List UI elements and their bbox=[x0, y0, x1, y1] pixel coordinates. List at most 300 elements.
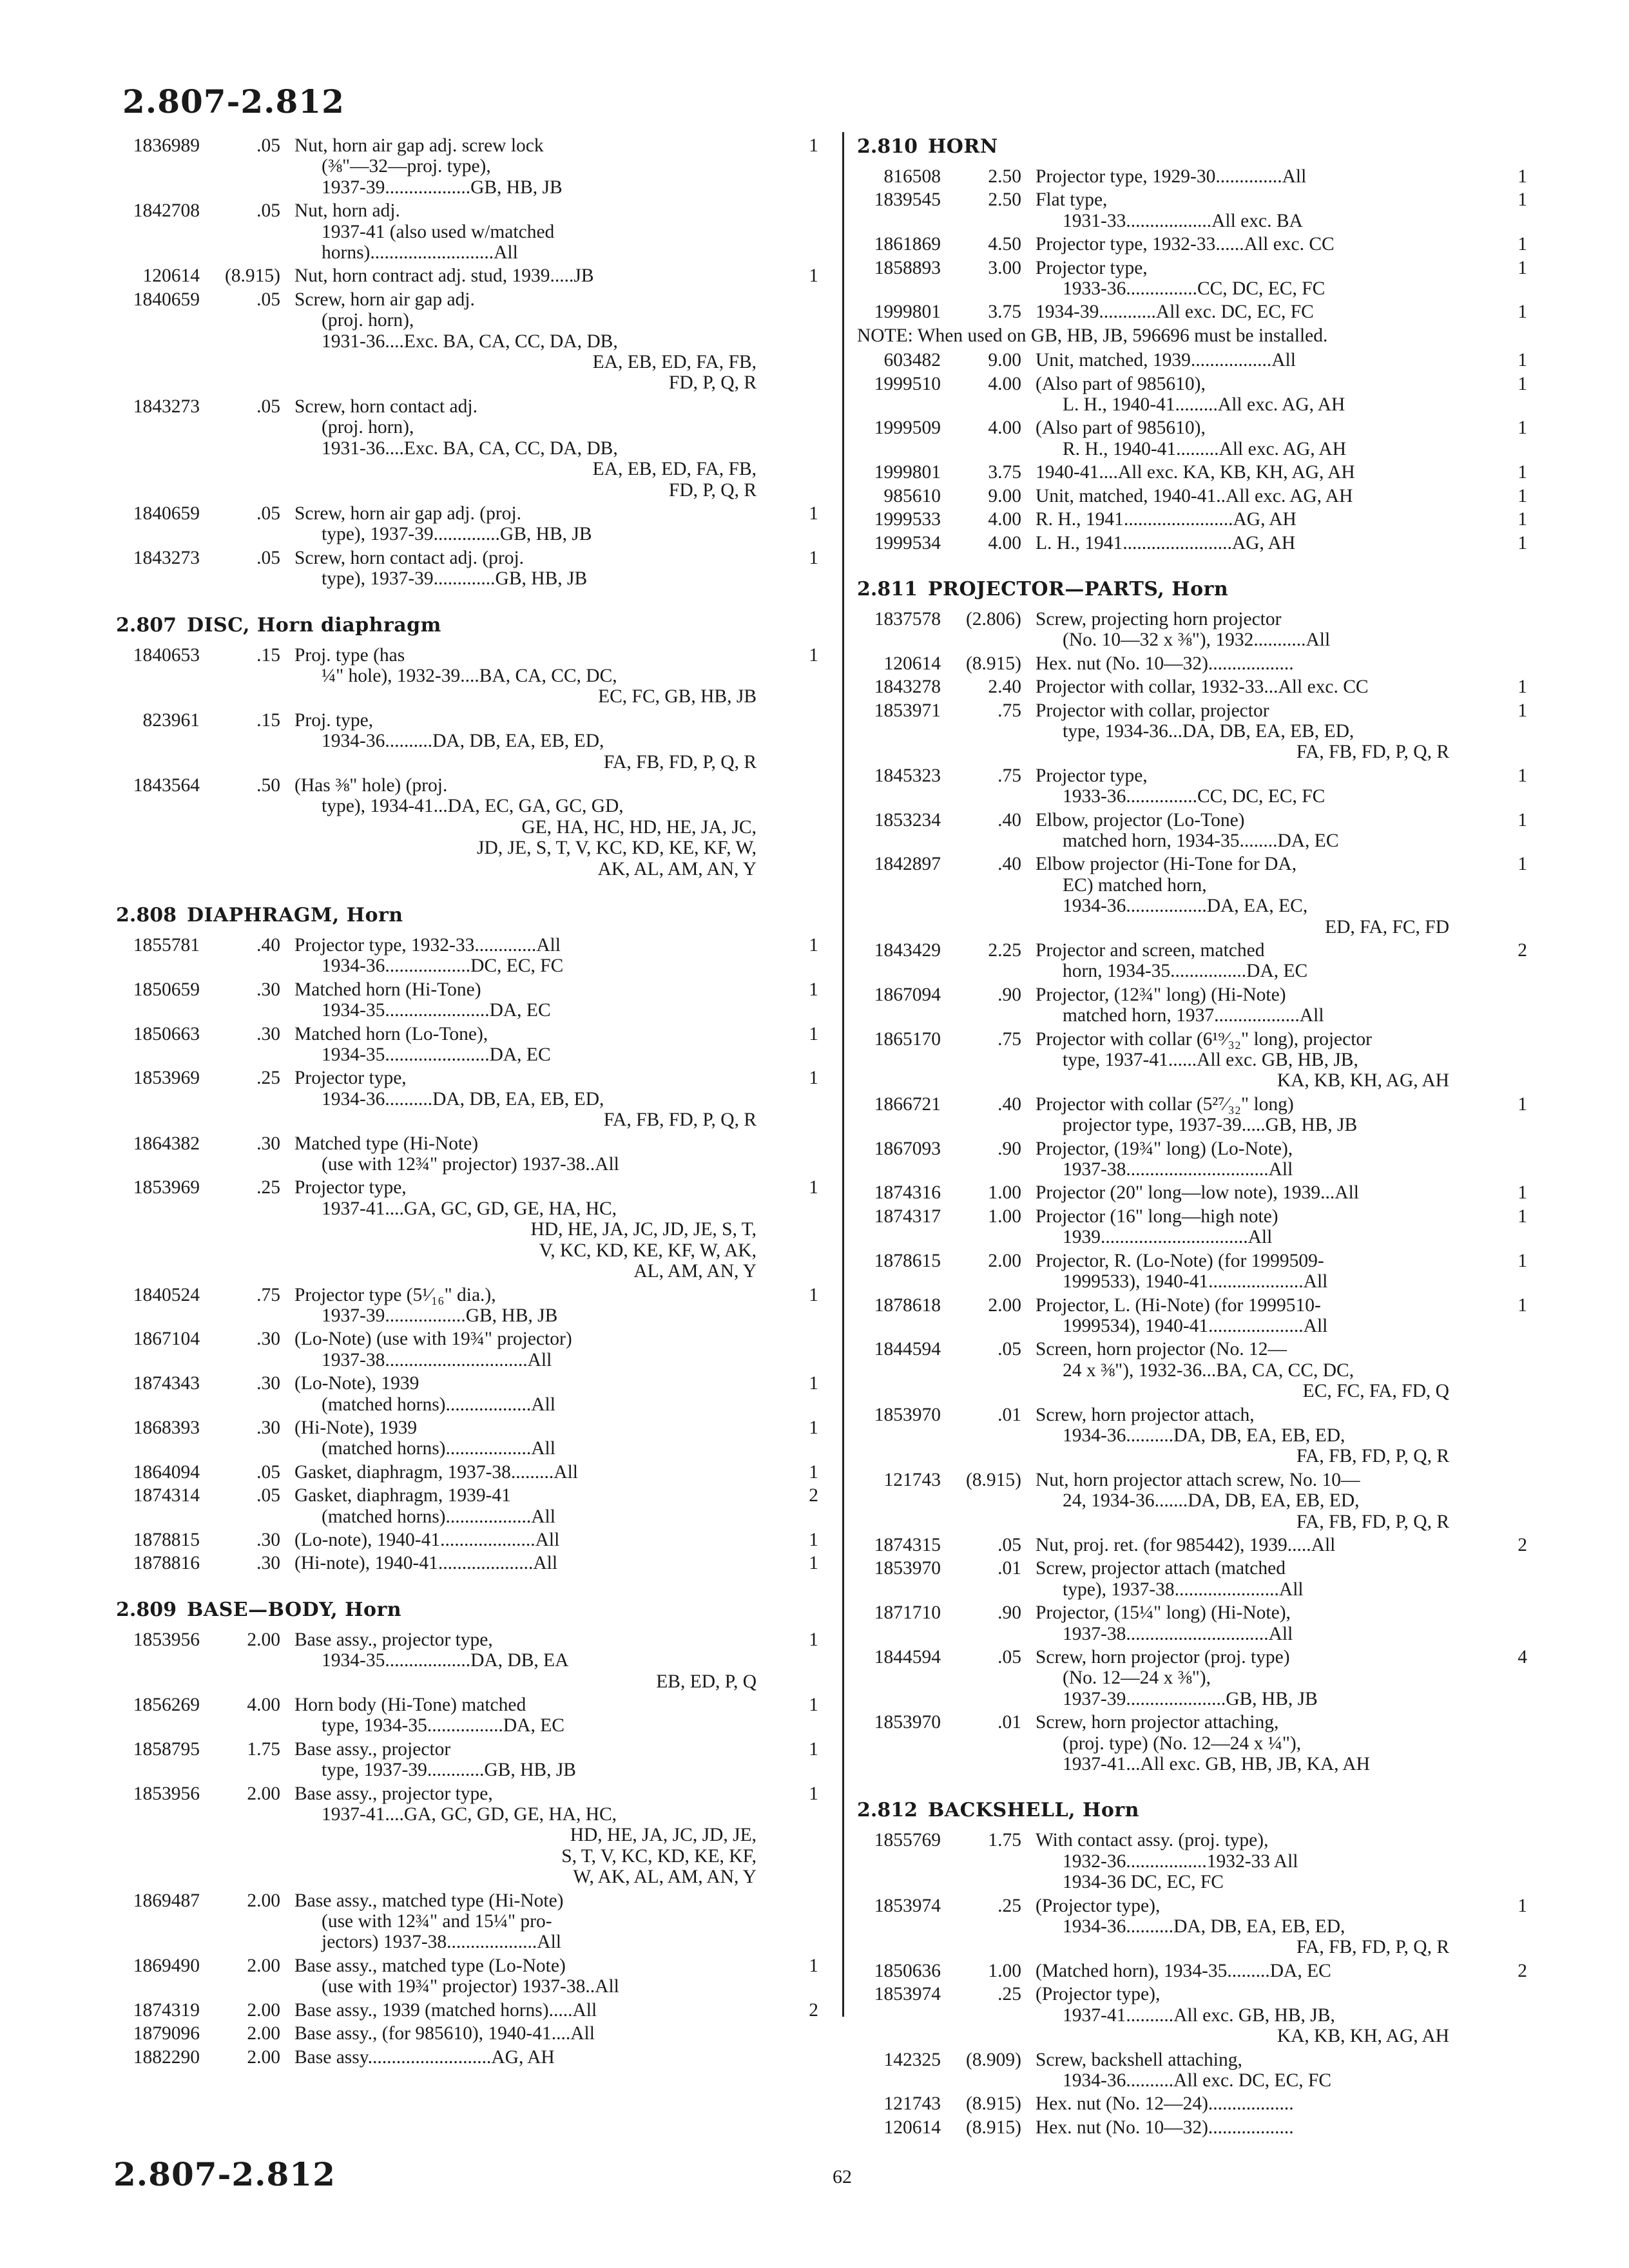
part-number: 1858893 bbox=[874, 257, 941, 278]
note-text: NOTE: When used on GB, HB, JB, 596696 must be installed. bbox=[857, 325, 1328, 346]
section-number: 2.809 bbox=[116, 1598, 177, 1621]
part-quantity: 1 bbox=[1518, 765, 1527, 786]
part-price: .75 bbox=[998, 700, 1021, 721]
part-quantity: 1 bbox=[1518, 1250, 1527, 1271]
description-line: (⅜"—32—proj. type), bbox=[322, 156, 491, 177]
part-price: .25 bbox=[256, 1068, 280, 1089]
parts-row bbox=[857, 677, 1580, 697]
part-price: 2.00 bbox=[247, 1890, 280, 1911]
part-number: 1843278 bbox=[874, 677, 941, 698]
description-line: HD, HE, JA, JC, JD, JE, bbox=[570, 1825, 757, 1846]
description-line: Flat type, bbox=[1036, 189, 1108, 211]
description-line: Base assy., (for 985610), 1940-41....All bbox=[294, 2023, 595, 2044]
description-line: Projector with collar (6¹⁹⁄₃₂" long), projector bbox=[1036, 1028, 1372, 1050]
part-quantity: 1 bbox=[809, 1695, 818, 1715]
part-price: .50 bbox=[256, 774, 280, 796]
part-number: 1836989 bbox=[133, 135, 200, 156]
part-number: 1865170 bbox=[874, 1028, 941, 1050]
parts-section bbox=[857, 1799, 1580, 2138]
part-price: 1.75 bbox=[247, 1738, 280, 1760]
part-description bbox=[280, 1739, 760, 1781]
part-description bbox=[1021, 234, 1453, 255]
part-quantity: 1 bbox=[809, 1417, 818, 1438]
part-description bbox=[1021, 1961, 1453, 1981]
parts-row bbox=[116, 265, 822, 286]
description-line: 1933-36...............CC, DC, EC, FC bbox=[1063, 278, 1325, 300]
part-number: 1874315 bbox=[874, 1534, 941, 1555]
description-line: Nut, horn adj. bbox=[294, 200, 400, 222]
part-price: .90 bbox=[998, 984, 1021, 1005]
part-price: .15 bbox=[256, 644, 280, 666]
part-quantity: 1 bbox=[1518, 418, 1527, 439]
parts-row bbox=[857, 374, 1580, 416]
parts-row bbox=[116, 710, 822, 773]
description-line: (Projector type), bbox=[1036, 1984, 1161, 2005]
part-number: 1853974 bbox=[874, 1895, 941, 1916]
parts-row bbox=[857, 1139, 1580, 1180]
description-line: Nut, proj. ret. (for 985442), 1939.....All bbox=[1036, 1534, 1336, 1555]
part-description bbox=[1021, 1206, 1453, 1248]
part-quantity: 1 bbox=[1518, 485, 1527, 506]
part-description bbox=[1021, 1251, 1453, 1293]
parts-row bbox=[116, 1530, 822, 1550]
part-number: 1868393 bbox=[133, 1417, 200, 1438]
description-line: JD, JE, S, T, V, KC, KD, KE, KF, W, bbox=[477, 838, 757, 859]
part-number: 1850636 bbox=[874, 1960, 941, 1981]
part-quantity: 2 bbox=[1518, 940, 1527, 961]
parts-row bbox=[857, 1339, 1580, 1401]
part-number: 1999509 bbox=[874, 418, 941, 439]
part-description bbox=[280, 1329, 760, 1370]
description-line: type), 1934-41...DA, EC, GA, GC, GD, bbox=[322, 796, 624, 817]
description-line: 1934-36..........DA, DB, EA, EB, ED, bbox=[1063, 1425, 1345, 1446]
section-number: 2.811 bbox=[857, 577, 918, 601]
description-line: type, 1937-41......All exc. GB, HB, JB, bbox=[1063, 1050, 1358, 1071]
part-quantity: 1 bbox=[809, 1461, 818, 1483]
part-number: 1842897 bbox=[874, 854, 941, 875]
description-line: (No. 10—32 x ⅜"), 1932...........All bbox=[1063, 629, 1331, 651]
part-description bbox=[280, 1418, 760, 1459]
parts-section bbox=[116, 614, 822, 879]
parts-row bbox=[857, 765, 1580, 807]
parts-row bbox=[116, 1024, 822, 1066]
description-line: EB, ED, P, Q bbox=[656, 1671, 757, 1692]
part-description bbox=[280, 200, 760, 263]
part-price: 4.00 bbox=[247, 1695, 280, 1715]
description-line: type, 1934-36...DA, DB, EA, EB, ED, bbox=[1063, 720, 1354, 742]
description-line: 1934-36.................DA, EA, EC, bbox=[1063, 896, 1308, 917]
part-description bbox=[280, 289, 760, 394]
part-number: 1878615 bbox=[874, 1250, 941, 1271]
part-number: 1853234 bbox=[874, 809, 941, 831]
description-line: horn, 1934-35................DA, EC bbox=[1063, 961, 1308, 982]
description-line: 1934-36..........DA, DB, EA, EB, ED, bbox=[322, 731, 604, 752]
part-number: 1867104 bbox=[133, 1329, 200, 1350]
part-price: .30 bbox=[256, 1133, 280, 1154]
part-number: 816508 bbox=[883, 166, 941, 187]
part-number: 1840653 bbox=[133, 644, 200, 666]
part-price: 2.00 bbox=[247, 2046, 280, 2068]
description-line: Projector type, bbox=[294, 1068, 407, 1089]
description-line: (Has ⅜" hole) (proj. bbox=[294, 774, 448, 796]
part-price: .01 bbox=[998, 1404, 1021, 1425]
part-description bbox=[1021, 1984, 1453, 2046]
description-line: Unit, matched, 1939.................All bbox=[1036, 350, 1296, 371]
parts-row bbox=[857, 418, 1580, 459]
parts-row bbox=[857, 1094, 1580, 1136]
description-line: Proj. type, bbox=[294, 709, 374, 731]
part-quantity: 1 bbox=[809, 979, 818, 1000]
part-price: 4.00 bbox=[988, 509, 1021, 530]
part-description bbox=[280, 1956, 760, 1997]
description-line: Projector type, bbox=[1036, 257, 1148, 278]
part-description bbox=[280, 2023, 760, 2044]
description-line: Matched horn (Lo-Tone), bbox=[294, 1023, 488, 1044]
section-title: PROJECTOR—PARTS, Horn bbox=[927, 577, 1229, 601]
section-title: DISC, Horn diaphragm bbox=[186, 613, 441, 637]
description-line: Base assy., matched type (Lo-Note) bbox=[294, 1955, 566, 1976]
part-number: 1850659 bbox=[133, 979, 200, 1000]
part-description bbox=[1021, 677, 1453, 697]
part-number: 1842708 bbox=[133, 200, 200, 222]
description-line: EC, FC, GB, HB, JB bbox=[598, 686, 757, 707]
part-price: .40 bbox=[256, 935, 280, 956]
part-description bbox=[1021, 1535, 1453, 1555]
part-description bbox=[280, 1133, 760, 1175]
part-price: (8.915) bbox=[965, 2093, 1021, 2115]
parts-row bbox=[857, 1470, 1580, 1532]
part-quantity: 1 bbox=[1518, 234, 1527, 255]
part-price: .30 bbox=[256, 1417, 280, 1438]
description-line: (matched horns)..................All bbox=[322, 1438, 555, 1459]
description-line: FA, FB, FD, P, Q, R bbox=[1296, 1511, 1449, 1532]
part-description bbox=[1021, 2117, 1453, 2138]
part-quantity: 1 bbox=[1518, 462, 1527, 483]
description-line: 1934-36..........All exc. DC, EC, FC bbox=[1063, 2070, 1332, 2091]
part-number: 1853970 bbox=[874, 1404, 941, 1425]
part-number: 1866721 bbox=[874, 1093, 941, 1115]
description-line: Projector, (12¾" long) (Hi-Note) bbox=[1036, 984, 1286, 1005]
description-line: Base assy., matched type (Hi-Note) bbox=[294, 1890, 564, 1911]
part-price: .40 bbox=[998, 809, 1021, 831]
parts-row bbox=[857, 1961, 1580, 1981]
part-number: 1864382 bbox=[133, 1133, 200, 1154]
parts-row bbox=[116, 1739, 822, 1781]
part-price: .25 bbox=[998, 1895, 1021, 1916]
part-number: 121743 bbox=[883, 1469, 941, 1490]
part-description bbox=[1021, 985, 1453, 1026]
part-description bbox=[1021, 486, 1453, 506]
parts-row bbox=[857, 700, 1580, 763]
part-price: .05 bbox=[998, 1339, 1021, 1360]
part-description bbox=[280, 548, 760, 590]
part-quantity: 1 bbox=[809, 135, 818, 156]
parts-row bbox=[116, 1783, 822, 1888]
part-number: 1840659 bbox=[133, 503, 200, 524]
description-line: EC, FC, FA, FD, Q bbox=[1302, 1381, 1449, 1402]
section-title: DIAPHRAGM, Horn bbox=[186, 904, 403, 927]
part-price: .05 bbox=[256, 200, 280, 222]
section-heading bbox=[116, 904, 822, 927]
description-line: 1939...............................All bbox=[1063, 1227, 1273, 1248]
description-line: Horn body (Hi-Tone) matched bbox=[294, 1695, 526, 1715]
parts-row bbox=[116, 1629, 822, 1692]
part-quantity: 1 bbox=[1518, 1895, 1527, 1916]
parts-row bbox=[857, 1984, 1580, 2046]
parts-row bbox=[857, 189, 1580, 231]
part-description bbox=[1021, 700, 1453, 763]
description-line: Base assy., projector type, bbox=[294, 1783, 493, 1804]
part-number: 1864094 bbox=[133, 1461, 200, 1483]
part-price: .25 bbox=[256, 1177, 280, 1198]
part-quantity: 1 bbox=[809, 1629, 818, 1650]
part-description bbox=[280, 1462, 760, 1483]
part-number: 1999534 bbox=[874, 532, 941, 553]
parts-row bbox=[116, 2000, 822, 2021]
description-line: Projector type (5¹⁄₁₆" dia.), bbox=[294, 1284, 496, 1305]
part-price: .01 bbox=[998, 1712, 1021, 1733]
part-description bbox=[1021, 2050, 1453, 2091]
part-number: 1882290 bbox=[133, 2046, 200, 2068]
section-number: 2.810 bbox=[857, 135, 918, 158]
part-number: 1874343 bbox=[133, 1373, 200, 1394]
parts-row bbox=[116, 1329, 822, 1370]
parts-row bbox=[857, 1712, 1580, 1774]
description-line: Screw, horn projector (proj. type) bbox=[1036, 1647, 1290, 1667]
part-price: .30 bbox=[256, 1329, 280, 1350]
part-quantity: 1 bbox=[1518, 302, 1527, 323]
part-description bbox=[1021, 509, 1453, 530]
part-price: 1.00 bbox=[988, 1182, 1021, 1204]
part-price: 2.00 bbox=[988, 1250, 1021, 1271]
parts-row bbox=[857, 533, 1580, 553]
part-description bbox=[1021, 189, 1453, 231]
description-line: Screw, projecting horn projector bbox=[1036, 608, 1282, 629]
description-line: (Also part of 985610), bbox=[1036, 373, 1206, 394]
description-line: Proj. type (has bbox=[294, 644, 405, 666]
part-description bbox=[280, 2000, 760, 2021]
part-price: (8.915) bbox=[965, 1469, 1021, 1490]
parts-row bbox=[857, 509, 1580, 530]
part-price: .75 bbox=[998, 1028, 1021, 1050]
description-line: 1931-33..................All exc. BA bbox=[1063, 210, 1303, 231]
part-price: .25 bbox=[998, 1984, 1021, 2005]
description-line: 1934-35..................DA, DB, EA bbox=[322, 1650, 569, 1671]
part-number: 1878618 bbox=[874, 1294, 941, 1316]
parts-row bbox=[857, 302, 1580, 322]
part-description bbox=[280, 265, 760, 286]
part-price: .40 bbox=[998, 1093, 1021, 1115]
part-price: .30 bbox=[256, 979, 280, 1000]
part-quantity: 1 bbox=[809, 547, 818, 568]
description-line: Hex. nut (No. 12—24).................. bbox=[1036, 2093, 1294, 2115]
parts-row bbox=[857, 1558, 1580, 1600]
part-quantity: 1 bbox=[809, 935, 818, 956]
description-line: 1934-36 DC, EC, FC bbox=[1063, 1872, 1224, 1893]
part-description bbox=[1021, 1094, 1453, 1136]
part-description bbox=[1021, 302, 1453, 322]
part-price: .01 bbox=[998, 1558, 1021, 1579]
parts-row bbox=[116, 135, 822, 198]
left-column bbox=[116, 135, 822, 2070]
part-description bbox=[280, 1024, 760, 1066]
part-number: 1845323 bbox=[874, 765, 941, 786]
description-line: 1933-36...............CC, DC, EC, FC bbox=[1063, 786, 1325, 807]
description-line: Projector type, bbox=[294, 1177, 407, 1198]
description-line: 1937-39..................GB, HB, JB bbox=[322, 177, 563, 198]
part-price: 3.75 bbox=[988, 462, 1021, 483]
right-column bbox=[857, 135, 1580, 2140]
description-line: 1934-35......................DA, EC bbox=[322, 1044, 551, 1066]
parts-row bbox=[857, 985, 1580, 1026]
part-price: 1.75 bbox=[988, 1830, 1021, 1851]
description-line: AL, AM, AN, Y bbox=[633, 1261, 757, 1282]
part-description bbox=[1021, 1029, 1453, 1091]
part-quantity: 2 bbox=[1518, 1960, 1527, 1981]
part-quantity: 1 bbox=[809, 265, 818, 287]
description-line: 24 x ⅜"), 1932-36...BA, CA, CC, DC, bbox=[1063, 1360, 1354, 1381]
part-number: 1861869 bbox=[874, 234, 941, 255]
part-number: 1853956 bbox=[133, 1783, 200, 1804]
part-description bbox=[1021, 1139, 1453, 1180]
part-description bbox=[280, 1068, 760, 1130]
parts-row bbox=[116, 200, 822, 263]
page-header: 2.807-2.812 bbox=[122, 82, 345, 120]
part-description bbox=[280, 1629, 760, 1692]
description-line: 1934-36..................DC, EC, FC bbox=[322, 956, 564, 977]
description-line: V, KC, KD, KE, KF, W, AK, bbox=[539, 1240, 757, 1261]
description-line: Base assy., projector bbox=[294, 1738, 451, 1760]
parts-row bbox=[857, 653, 1580, 674]
description-line: Gasket, diaphragm, 1937-38.........All bbox=[294, 1461, 578, 1483]
description-line: Matched type (Hi-Note) bbox=[294, 1133, 479, 1154]
parts-row bbox=[857, 2093, 1580, 2114]
section-heading bbox=[116, 1599, 822, 1622]
part-number: 1878815 bbox=[133, 1529, 200, 1550]
section-number: 2.808 bbox=[116, 904, 177, 927]
part-number: 1869487 bbox=[133, 1890, 200, 1911]
part-price: .05 bbox=[998, 1647, 1021, 1667]
description-line: 1937-39.....................GB, HB, JB bbox=[1063, 1688, 1318, 1709]
part-price: 3.75 bbox=[988, 302, 1021, 323]
part-number: 1874319 bbox=[133, 1999, 200, 2021]
description-line: L. H., 1941.......................AG, AH bbox=[1036, 532, 1296, 553]
parts-row bbox=[857, 1251, 1580, 1293]
description-line: (use with 12¾" and 15¼" pro- bbox=[322, 1911, 552, 1932]
part-quantity: 1 bbox=[1518, 854, 1527, 875]
part-description bbox=[1021, 1295, 1453, 1337]
description-line: Projector (16" long—high note) bbox=[1036, 1206, 1278, 1227]
description-line: KA, KB, KH, AG, AH bbox=[1277, 2026, 1449, 2047]
part-quantity: 1 bbox=[1518, 189, 1527, 211]
description-line: Projector with collar, 1932-33...All exc. CC bbox=[1036, 677, 1369, 698]
part-description bbox=[1021, 258, 1453, 300]
part-price: .90 bbox=[998, 1138, 1021, 1159]
parts-row bbox=[116, 935, 822, 977]
part-number: 1853970 bbox=[874, 1712, 941, 1733]
part-price: .05 bbox=[256, 289, 280, 310]
part-description bbox=[280, 503, 760, 545]
part-number: 1999801 bbox=[874, 302, 941, 323]
description-line: Projector with collar (5²⁷⁄₃₂" long) bbox=[1036, 1093, 1294, 1115]
parts-section bbox=[857, 135, 1580, 553]
part-number: 1871710 bbox=[874, 1602, 941, 1624]
description-line: matched horn, 1934-35........DA, EC bbox=[1063, 830, 1339, 851]
parts-row bbox=[116, 1133, 822, 1175]
part-price: .05 bbox=[256, 396, 280, 417]
part-price: (8.915) bbox=[965, 653, 1021, 674]
description-line: ED, FA, FC, FD bbox=[1325, 916, 1449, 937]
description-line: FA, FB, FD, P, Q, R bbox=[603, 751, 757, 773]
part-price: .30 bbox=[256, 1373, 280, 1394]
parts-row bbox=[857, 1182, 1580, 1203]
part-price: 2.00 bbox=[247, 1629, 280, 1650]
parts-row bbox=[116, 1068, 822, 1130]
parts-section bbox=[857, 578, 1580, 1775]
part-quantity: 1 bbox=[1518, 350, 1527, 371]
part-number: 1855769 bbox=[874, 1830, 941, 1851]
part-description bbox=[1021, 653, 1453, 674]
parts-row bbox=[116, 1285, 822, 1327]
part-price: 3.00 bbox=[988, 257, 1021, 278]
description-line: Projector type, 1929-30..............All bbox=[1036, 166, 1307, 187]
parts-row bbox=[857, 1896, 1580, 1958]
description-line: Base assy., 1939 (matched horns).....All bbox=[294, 1999, 597, 2021]
part-number: 1853969 bbox=[133, 1068, 200, 1089]
part-price: 2.50 bbox=[988, 166, 1021, 187]
description-line: (Hi-note), 1940-41....................All bbox=[294, 1553, 558, 1574]
description-line: (Also part of 985610), bbox=[1036, 418, 1206, 439]
parts-row bbox=[116, 1695, 822, 1736]
parts-row bbox=[857, 1405, 1580, 1467]
part-price: .05 bbox=[256, 135, 280, 156]
parts-section bbox=[116, 904, 822, 1574]
part-description bbox=[1021, 462, 1453, 483]
description-line: 1937-41...All exc. GB, HB, JB, KA, AH bbox=[1063, 1754, 1370, 1775]
description-line: Screw, horn contact adj. (proj. bbox=[294, 547, 525, 568]
part-number: 1853969 bbox=[133, 1177, 200, 1198]
part-price: .05 bbox=[256, 1485, 280, 1506]
part-description bbox=[280, 1783, 760, 1888]
part-quantity: 2 bbox=[809, 1999, 818, 2021]
parts-row bbox=[857, 1535, 1580, 1555]
parts-row bbox=[116, 1418, 822, 1459]
description-line: (use with 19¾" projector) 1937-38..All bbox=[322, 1976, 619, 1997]
part-price: (8.915) bbox=[965, 2117, 1021, 2138]
description-line: FA, FB, FD, P, Q, R bbox=[1296, 742, 1449, 763]
parts-row bbox=[857, 1830, 1580, 1892]
parts-row bbox=[116, 1177, 822, 1282]
part-number: 823961 bbox=[142, 709, 200, 731]
section-title: BASE—BODY, Horn bbox=[186, 1598, 402, 1621]
part-price: 2.00 bbox=[247, 1783, 280, 1804]
part-number: 985610 bbox=[883, 485, 941, 506]
description-line: AK, AL, AM, AN, Y bbox=[597, 858, 757, 879]
part-number: 120614 bbox=[142, 265, 200, 287]
part-description bbox=[280, 2047, 760, 2068]
part-number: 1867093 bbox=[874, 1138, 941, 1159]
part-price: 1.00 bbox=[988, 1960, 1021, 1981]
description-line: Screen, horn projector (No. 12— bbox=[1036, 1339, 1287, 1360]
description-line: (matched horns)..................All bbox=[322, 1506, 555, 1527]
part-description bbox=[1021, 765, 1453, 807]
description-line: 1937-38..............................All bbox=[1063, 1623, 1293, 1644]
part-description bbox=[280, 1177, 760, 1282]
part-number: 120614 bbox=[883, 653, 941, 674]
part-description bbox=[1021, 1830, 1453, 1892]
part-price: .05 bbox=[998, 1534, 1021, 1555]
parts-row bbox=[116, 1890, 822, 1953]
